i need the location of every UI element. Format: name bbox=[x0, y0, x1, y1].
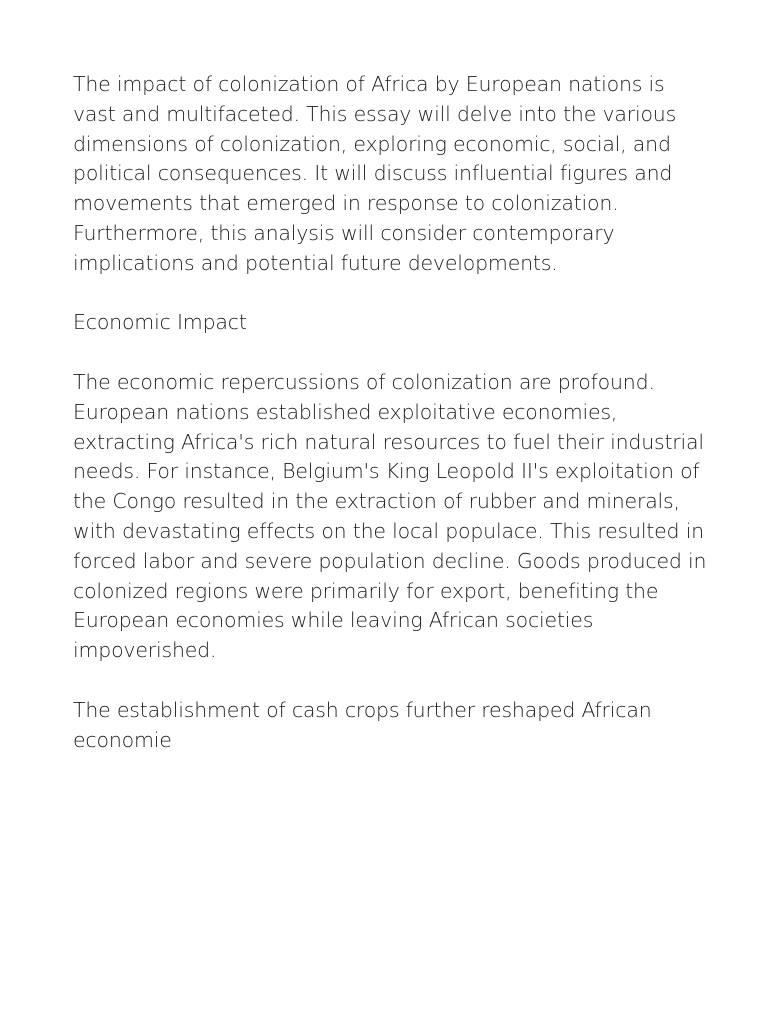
section-heading: Economic Impact bbox=[73, 310, 247, 335]
body-paragraph-1: The economic repercussions of colonization are profound. European nations established exploitative economies, extracting Africa's rich natural resources to fuel their industrial needs. For instance, Belgium's King Leopold II's exploitation of the Congo resulted in the extraction of rubber and minerals, with devastating effects on the local populace. This resulted in forced labor and severe population decline. Goods produced in colonized regions were primarily for export, benefiting the European economies while leaving African societies impoverished. bbox=[73, 369, 707, 663]
intro-paragraph: The impact of colonization of Africa by European nations is vast and multifaceted. This essay will delve into the various dimensions of colonization, exploring economic, social, and political consequences. It will discuss influential figures and movements that emerged in response to colonization. Furthermore, this analysis will consider contemporary implications and potential future developments. bbox=[73, 72, 677, 275]
document-body bbox=[73, 70, 713, 785]
body-paragraph-2: The establishment of cash crops further reshaped African economie bbox=[73, 697, 652, 752]
